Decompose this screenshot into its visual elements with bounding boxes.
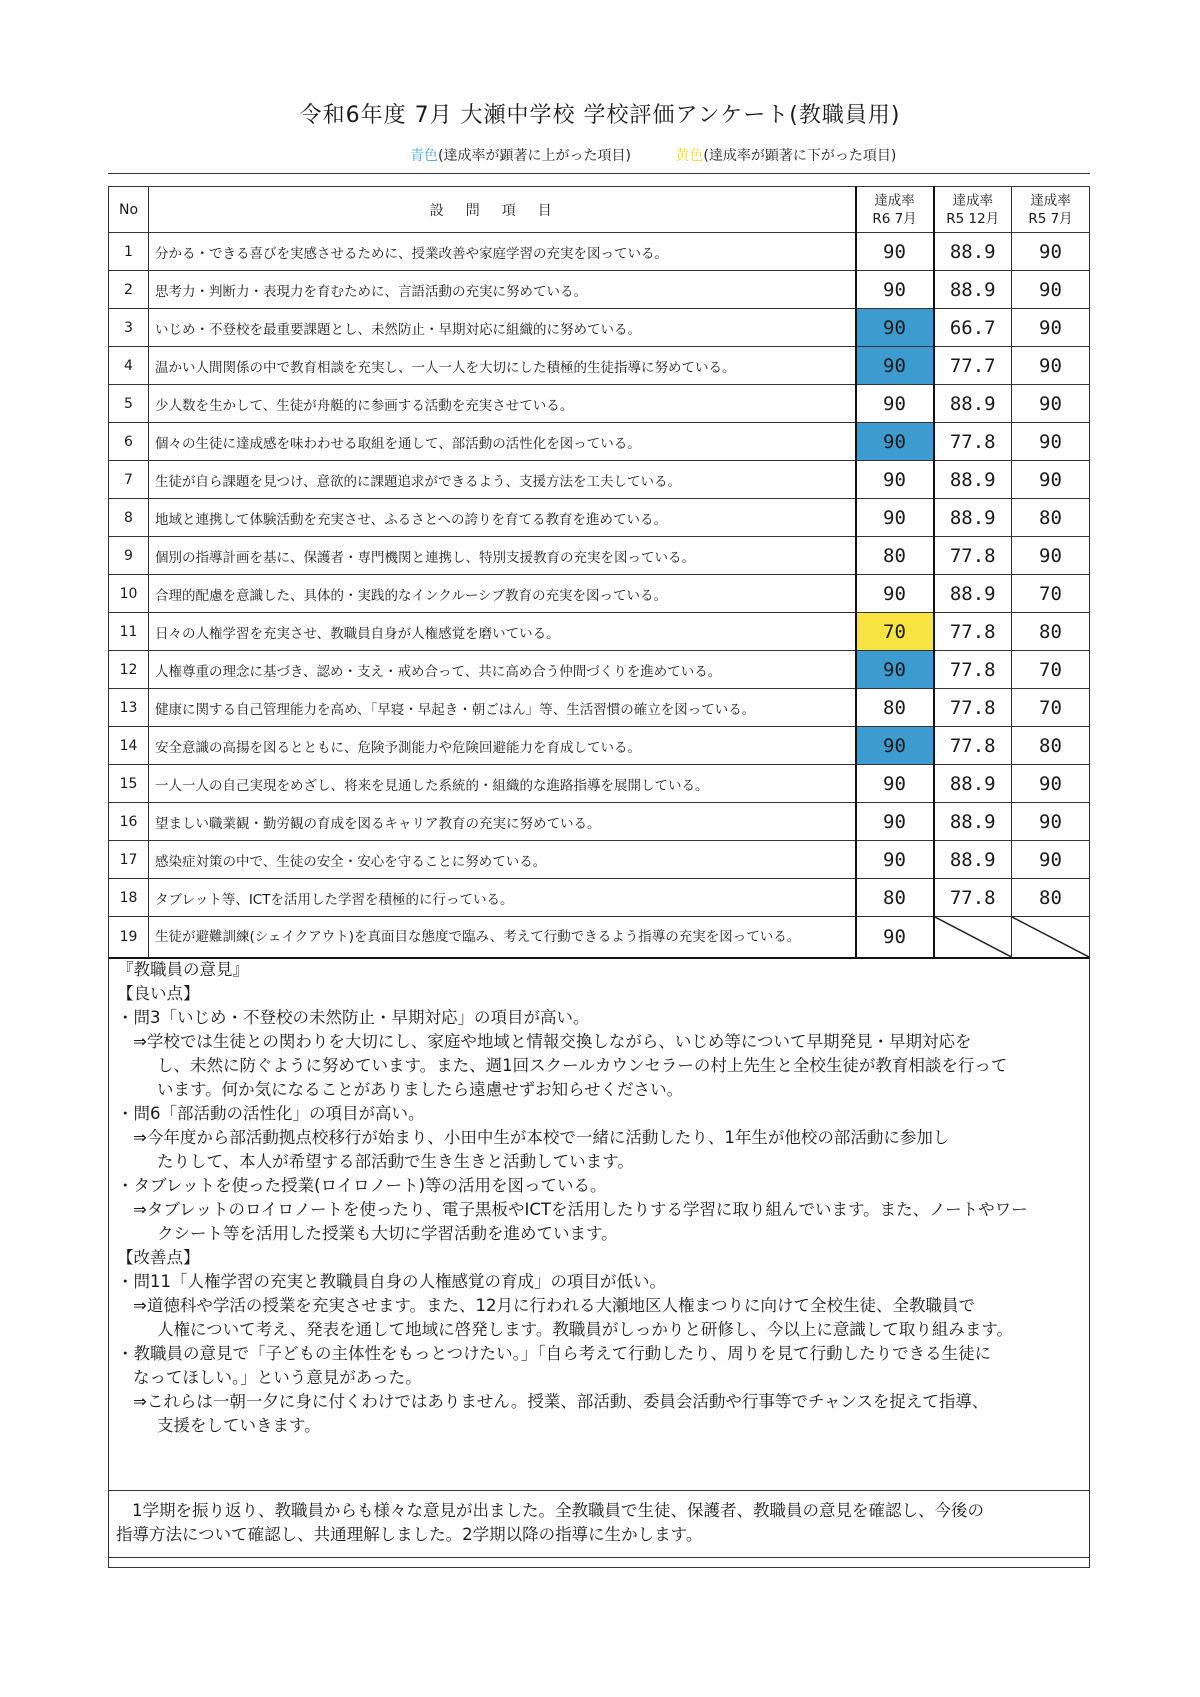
table-row xyxy=(109,537,1090,575)
row-number: 11 xyxy=(109,613,149,651)
legend-yellow-label: 黄色 xyxy=(675,148,704,164)
rate-r5-dec: 88.9 xyxy=(934,385,1012,423)
rate-r6-jul: 90 xyxy=(856,727,934,765)
rate-r5-dec: 77.8 xyxy=(934,651,1012,689)
improve-point-1: ・問11「人権学習の充実と教職員自身の人権感覚の育成」の項目が低い。 xyxy=(117,1272,666,1291)
survey-table xyxy=(108,186,1090,959)
table-row xyxy=(109,575,1090,613)
table-row xyxy=(109,271,1090,309)
row-number: 17 xyxy=(109,841,149,879)
good-point-2-detail-b: たりして、本人が希望する部活動で生き生きと活動しています。 xyxy=(157,1152,634,1171)
good-point-1-detail-c: います。何か気になることがありましたら遠慮せずお知らせください。 xyxy=(157,1080,684,1099)
table-row xyxy=(109,385,1090,423)
table-header-row xyxy=(109,187,1090,233)
header-r5d-top: 達成率 xyxy=(952,192,993,209)
table-row xyxy=(109,347,1090,385)
row-item-text: 合理的配慮を意識した、具体的・実践的なインクルーシブ教育の充実を図っている。 xyxy=(149,575,856,613)
improve-point-1-detail-b: 人権について考え、発表を通して地域に啓発します。教職員がしっかりと研修し、今以上に意識して取り組みます。 xyxy=(157,1320,1014,1339)
rate-r5-jul: 80 xyxy=(1012,727,1090,765)
legend-blue-desc: (達成率が顕著に上がった項目) xyxy=(438,148,631,164)
row-item-text: 一人一人の自己実現をめざし、将来を見通した系統的・組織的な進路指導を展開している。 xyxy=(149,765,856,803)
row-number: 8 xyxy=(109,499,149,537)
good-point-2-detail-a: ⇒今年度から部活動拠点校移行が始まり、小田中生が本校で一緒に活動したり、1年生が他校の部活動に参加し xyxy=(133,1128,950,1147)
header-r5j-bottom: R5 7月 xyxy=(1028,210,1073,227)
legend-yellow-desc: (達成率が顕著に下がった項目) xyxy=(703,148,897,164)
row-item-text: 感染症対策の中で、生徒の安全・安心を守ることに努めている。 xyxy=(149,841,856,879)
header-r5j-top: 達成率 xyxy=(1030,192,1071,209)
header-r5d-bottom: R5 12月 xyxy=(946,210,1000,227)
row-number: 13 xyxy=(109,689,149,727)
summary-line-b: 指導方法について確認し、共通理解しました。2学期以降の指導に生かします。 xyxy=(116,1525,703,1544)
row-item-text: 安全意識の高揚を図るとともに、危険予測能力や危険回避能力を育成している。 xyxy=(149,727,856,765)
legend-blue-label: 青色 xyxy=(410,148,438,164)
table-row xyxy=(109,765,1090,803)
table-row xyxy=(109,613,1090,651)
good-point-1-detail-a: ⇒学校では生徒との関わりを大切にし、家庭や地域と情報交換しながら、いじめ等について早期発見・早期対応を xyxy=(133,1032,972,1051)
rate-r5-dec: 77.8 xyxy=(934,537,1012,575)
improve-point-2-a: ・教職員の意見で「子どもの主体性をもっとつけたい。」「自ら考えて行動したり、周りを見て行動したりできる生徒に xyxy=(117,1344,992,1363)
row-number: 3 xyxy=(109,309,149,347)
row-number: 14 xyxy=(109,727,149,765)
page-title: 令和6年度 7月 大瀬中学校 学校評価アンケート(教職員用) xyxy=(299,103,901,128)
improve-point-2-detail-b: 支援をしていきます。 xyxy=(157,1416,321,1435)
rate-r6-jul: 90 xyxy=(856,803,934,841)
row-item-text: 個々の生徒に達成感を味わわせる取組を通して、部活動の活性化を図っている。 xyxy=(149,423,856,461)
row-item-text: 分かる・できる喜びを実感させるために、授業改善や家庭学習の充実を図っている。 xyxy=(149,233,856,271)
rate-r6-jul: 90 xyxy=(856,309,934,347)
improve-point-2-detail-a: ⇒これらは一朝一夕に身に付くわけではありません。授業、部活動、委員会活動や行事等でチャンスを捉えて指導、 xyxy=(133,1392,989,1411)
rate-r5-dec: 88.9 xyxy=(934,271,1012,309)
header-item: 設問項目 xyxy=(149,187,856,233)
comments-heading: 『教職員の意見』 xyxy=(117,960,249,979)
row-item-text: 生徒が自ら課題を見つけ、意欲的に課題追求ができるよう、支援方法を工夫している。 xyxy=(149,461,856,499)
rate-r6-jul: 90 xyxy=(856,423,934,461)
good-point-3-detail-a: ⇒タブレットのロイロノートを使ったり、電子黒板やICTを活用したりする学習に取り組んでいます。また、ノートやワー xyxy=(133,1200,1028,1219)
rate-r6-jul: 80 xyxy=(856,537,934,575)
rate-r5-jul: 90 xyxy=(1012,841,1090,879)
table-row xyxy=(109,917,1090,959)
good-point-1: ・問3「いじめ・不登校の未然防止・早期対応」の項目が高い。 xyxy=(117,1008,590,1027)
rate-r5-jul: 80 xyxy=(1012,613,1090,651)
table-row xyxy=(109,803,1090,841)
rate-r5-dec: 88.9 xyxy=(934,765,1012,803)
divider xyxy=(108,173,1090,174)
rate-r5-jul: 70 xyxy=(1012,651,1090,689)
row-number: 1 xyxy=(109,233,149,271)
table-row xyxy=(109,841,1090,879)
summary-line-a: 1学期を振り返り、教職員からも様々な意見が出ました。全教職員で生徒、保護者、教職員の意見を確認し、今後の xyxy=(132,1501,984,1520)
row-item-text: 日々の人権学習を充実させ、教職員自身が人権感覚を磨いている。 xyxy=(149,613,856,651)
row-number: 19 xyxy=(109,917,149,959)
table-row xyxy=(109,499,1090,537)
row-item-text: 生徒が避難訓練(シェイクアウト)を真面目な態度で臨み、考えて行動できるよう指導の充実を図っている。 xyxy=(149,917,856,959)
improve-point-2-b: なってほしい。」という意見があった。 xyxy=(133,1368,422,1387)
row-number: 4 xyxy=(109,347,149,385)
table-row xyxy=(109,727,1090,765)
improve-heading: 【改善点】 xyxy=(117,1248,200,1267)
row-number: 9 xyxy=(109,537,149,575)
header-no: No xyxy=(109,187,149,233)
row-item-text: 個別の指導計画を基に、保護者・専門機関と連携し、特別支援教育の充実を図っている。 xyxy=(149,537,856,575)
rate-r5-dec: 77.8 xyxy=(934,423,1012,461)
rate-r6-jul: 90 xyxy=(856,651,934,689)
rate-r5-dec: 88.9 xyxy=(934,575,1012,613)
rate-r5-jul: 90 xyxy=(1012,461,1090,499)
rate-r5-dec: 88.9 xyxy=(934,803,1012,841)
row-number: 10 xyxy=(109,575,149,613)
row-item-text: いじめ・不登校を最重要課題とし、未然防止・早期対応に組織的に努めている。 xyxy=(149,309,856,347)
rate-r5-dec: 88.9 xyxy=(934,233,1012,271)
row-item-text: 温かい人間関係の中で教育相談を充実し、一人一人を大切にした積極的生徒指導に努めている。 xyxy=(149,347,856,385)
rate-r6-jul: 90 xyxy=(856,271,934,309)
rate-r5-jul: 80 xyxy=(1012,879,1090,917)
table-row xyxy=(109,423,1090,461)
row-number: 18 xyxy=(109,879,149,917)
rate-r5-dec: 77.7 xyxy=(934,347,1012,385)
good-point-2: ・問6「部活動の活性化」の項目が高い。 xyxy=(117,1104,425,1123)
rate-r5-dec: 88.9 xyxy=(934,461,1012,499)
row-number: 7 xyxy=(109,461,149,499)
empty-cell-slash xyxy=(934,917,1012,959)
rate-r6-jul: 90 xyxy=(856,575,934,613)
table-row xyxy=(109,879,1090,917)
header-r6-bottom: R6 7月 xyxy=(872,210,917,227)
row-number: 12 xyxy=(109,651,149,689)
row-number: 15 xyxy=(109,765,149,803)
rate-r5-jul: 90 xyxy=(1012,271,1090,309)
improve-point-1-detail-a: ⇒道徳科や学活の授業を充実させます。また、12月に行われる大瀬地区人権まつりに向けて全校生徒、全教職員で xyxy=(133,1296,976,1315)
rate-r6-jul: 90 xyxy=(856,917,934,959)
header-r5-dec xyxy=(934,187,1012,233)
rate-r6-jul: 90 xyxy=(856,461,934,499)
rate-r5-dec: 77.8 xyxy=(934,727,1012,765)
row-item-text: 健康に関する自己管理能力を高め、「早寝・早起き・朝ごはん」等、生活習慣の確立を図っている。 xyxy=(149,689,856,727)
row-number: 16 xyxy=(109,803,149,841)
table-row xyxy=(109,233,1090,271)
table-row xyxy=(109,309,1090,347)
rate-r5-jul: 90 xyxy=(1012,803,1090,841)
rate-r5-jul: 90 xyxy=(1012,233,1090,271)
rate-r6-jul: 90 xyxy=(856,233,934,271)
rate-r5-jul: 90 xyxy=(1012,537,1090,575)
rate-r5-dec: 77.8 xyxy=(934,879,1012,917)
empty-cell-slash xyxy=(1012,917,1090,959)
rate-r6-jul: 90 xyxy=(856,385,934,423)
rate-r5-jul: 70 xyxy=(1012,575,1090,613)
row-number: 5 xyxy=(109,385,149,423)
table-row xyxy=(109,689,1090,727)
header-r6-top: 達成率 xyxy=(874,192,915,209)
rate-r5-jul: 80 xyxy=(1012,499,1090,537)
summary-section xyxy=(108,1490,1090,1568)
rate-r5-jul: 90 xyxy=(1012,423,1090,461)
good-point-3: ・タブレットを使った授業(ロイロノート)等の活用を図っている。 xyxy=(117,1176,607,1195)
rate-r5-jul: 70 xyxy=(1012,689,1090,727)
rate-r5-dec: 77.8 xyxy=(934,613,1012,651)
rate-r5-jul: 90 xyxy=(1012,765,1090,803)
rate-r5-jul: 90 xyxy=(1012,385,1090,423)
rate-r5-jul: 90 xyxy=(1012,347,1090,385)
rate-r6-jul: 90 xyxy=(856,765,934,803)
comments-section xyxy=(108,958,1090,1558)
rate-r5-jul: 90 xyxy=(1012,309,1090,347)
table-row xyxy=(109,651,1090,689)
row-item-text: タブレット等、ICTを活用した学習を積極的に行っている。 xyxy=(149,879,856,917)
header-r5-jul xyxy=(1012,187,1090,233)
rate-r6-jul: 80 xyxy=(856,879,934,917)
table-row xyxy=(109,461,1090,499)
good-point-1-detail-b: し、未然に防ぐように努めています。また、週1回スクールカウンセラーの村上先生と全校生徒が教育相談を行って xyxy=(157,1056,1008,1075)
rate-r6-jul: 90 xyxy=(856,499,934,537)
row-item-text: 望ましい職業観・勤労観の育成を図るキャリア教育の充実に努めている。 xyxy=(149,803,856,841)
row-item-text: 人権尊重の理念に基づき、認め・支え・戒め合って、共に高め合う仲間づくりを進めている。 xyxy=(149,651,856,689)
header-r6 xyxy=(856,187,934,233)
rate-r5-dec: 88.9 xyxy=(934,499,1012,537)
rate-r6-jul: 80 xyxy=(856,689,934,727)
good-heading: 【良い点】 xyxy=(117,984,200,1003)
rate-r6-jul: 90 xyxy=(856,347,934,385)
row-number: 6 xyxy=(109,423,149,461)
rate-r6-jul: 70 xyxy=(856,613,934,651)
color-legend xyxy=(410,145,896,165)
row-item-text: 少人数を生かして、生徒が舟艇的に参画する活動を充実させている。 xyxy=(149,385,856,423)
rate-r5-dec: 88.9 xyxy=(934,841,1012,879)
row-item-text: 地域と連携して体験活動を充実させ、ふるさとへの誇りを育てる教育を進めている。 xyxy=(149,499,856,537)
rate-r5-dec: 66.7 xyxy=(934,309,1012,347)
rate-r6-jul: 90 xyxy=(856,841,934,879)
row-number: 2 xyxy=(109,271,149,309)
good-point-3-detail-b: クシート等を活用した授業も大切に学習活動を進めています。 xyxy=(157,1224,618,1243)
rate-r5-dec: 77.8 xyxy=(934,689,1012,727)
row-item-text: 思考力・判断力・表現力を育むために、言語活動の充実に努めている。 xyxy=(149,271,856,309)
